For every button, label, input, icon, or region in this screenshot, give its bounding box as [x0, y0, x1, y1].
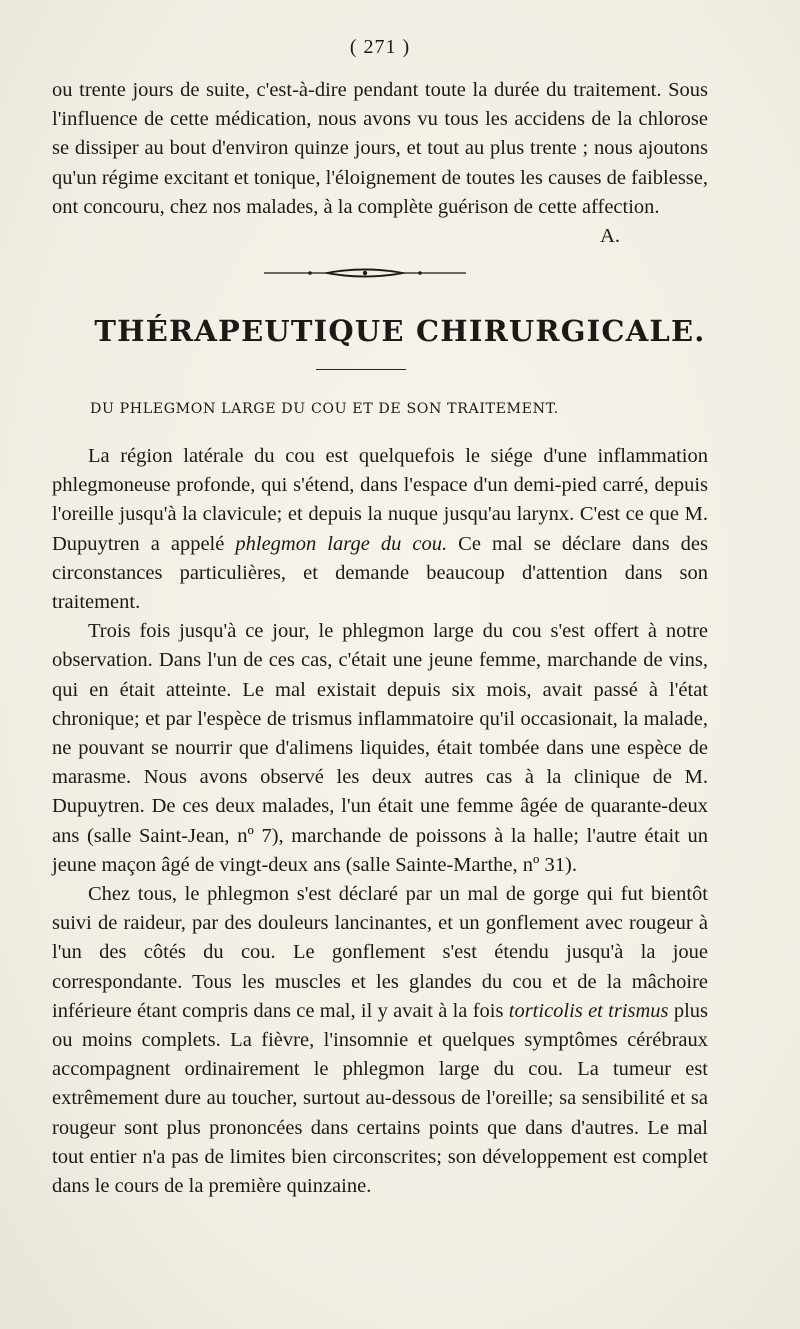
- intro-text: ou trente jours de suite, c'est-à-dire pendant toute la durée du traitement. Sous l'influence de cette médication, nous avons vu tous les accidens de la chlorose se dissiper au bout d'environ quinze jours, et tout au plus trente ; nous ajoutons qu'un régime excitant et tonique, l'éloignement de toutes les causes de faiblesse, ont concouru, chez nos malades, à la complète guérison de cette affection.: [52, 79, 708, 218]
- intro-paragraph: [52, 76, 708, 251]
- paragraph-1-text-end: Ce mal se déclare dans des circonstances particulières, et demande beaucoup d'attention dans son traitement.: [52, 532, 708, 614]
- paragraph-2: Trois fois jusqu'à ce jour, le phlegmon large du cou s'est offert à notre observation. Dans l'un de ces cas, c'était une jeune femme, marchande de vins, qui en était atteinte. Le mal existait depuis six mois, avait passé à l'état chronique; et par l'espèce de trismus inflammatoire qu'il occasionait, la malade, ne pouvant se nourrir que d'alimens liquides, était tombée dans une espèce de marasme. Nous avons observé les deux autres cas à la clinique de M. Dupuytren. De ces deux malades, l'un était une femme âgée de quarante-deux ans (salle Saint-Jean, nº 7), marchande de poissons à la halle; l'autre était un jeune maçon âgé de vingt-deux ans (salle Sainte-Marthe, nº 31).: [52, 620, 708, 876]
- article-heading: DU PHLEGMON LARGE DU COU ET DE SON TRAITEMENT.: [90, 401, 559, 417]
- article-body: [52, 442, 708, 1201]
- author-signature: A.: [600, 225, 620, 248]
- page-number: ( 271 ): [349, 36, 411, 58]
- paragraph-1-text: La région latérale du cou est quelquefois le siége d'une inflammation phlegmoneuse profonde, qui s'étend, dans l'espace d'un demi-pied carré, depuis l'oreille jusqu'à la clavicule; et depuis la nuque jusqu'au larynx. C'est ce que M. Dupuytren a appelé: [52, 445, 708, 555]
- ornament-divider-icon: [262, 262, 468, 284]
- section-title: THÉRAPEUTIQUE CHIRURGICALE.: [94, 314, 706, 348]
- paragraph-3-text-end: plus ou moins complets. La fièvre, l'insomnie et quelques symptômes cérébraux accompagnent ordinairement le phlegmon large du cou. La tumeur est extrêmement dure au toucher, surtout au-dessous de l'oreille; sa sensibilité et sa rougeur sont plus prononcées dans certains points que dans d'autres. Le mal tout entier n'a pas de limites bien circonscrites; son développement est complet dans le cours de la première quinzaine.: [52, 999, 709, 1198]
- paragraph-1: [52, 442, 708, 617]
- paragraph-3-text: Chez tous, le phlegmon s'est déclaré par un mal de gorge qui fut bientôt suivi de raideur, par des douleurs lancinantes, et un gonflement avec rougeur à l'un des côtés du cou. Le gonflement s'est étendu jusqu'à la joue correspondante. Tous les muscles et les glandes du cou et de la mâchoire inférieure étant compris dans ce mal, il y avait à la fois: [52, 883, 708, 1022]
- paragraph-3: [52, 880, 708, 1201]
- paragraph-1-italic: phlegmon large du cou.: [235, 532, 448, 555]
- paragraph-3-italic: torticolis et trismus: [508, 999, 669, 1022]
- title-rule: [316, 369, 406, 370]
